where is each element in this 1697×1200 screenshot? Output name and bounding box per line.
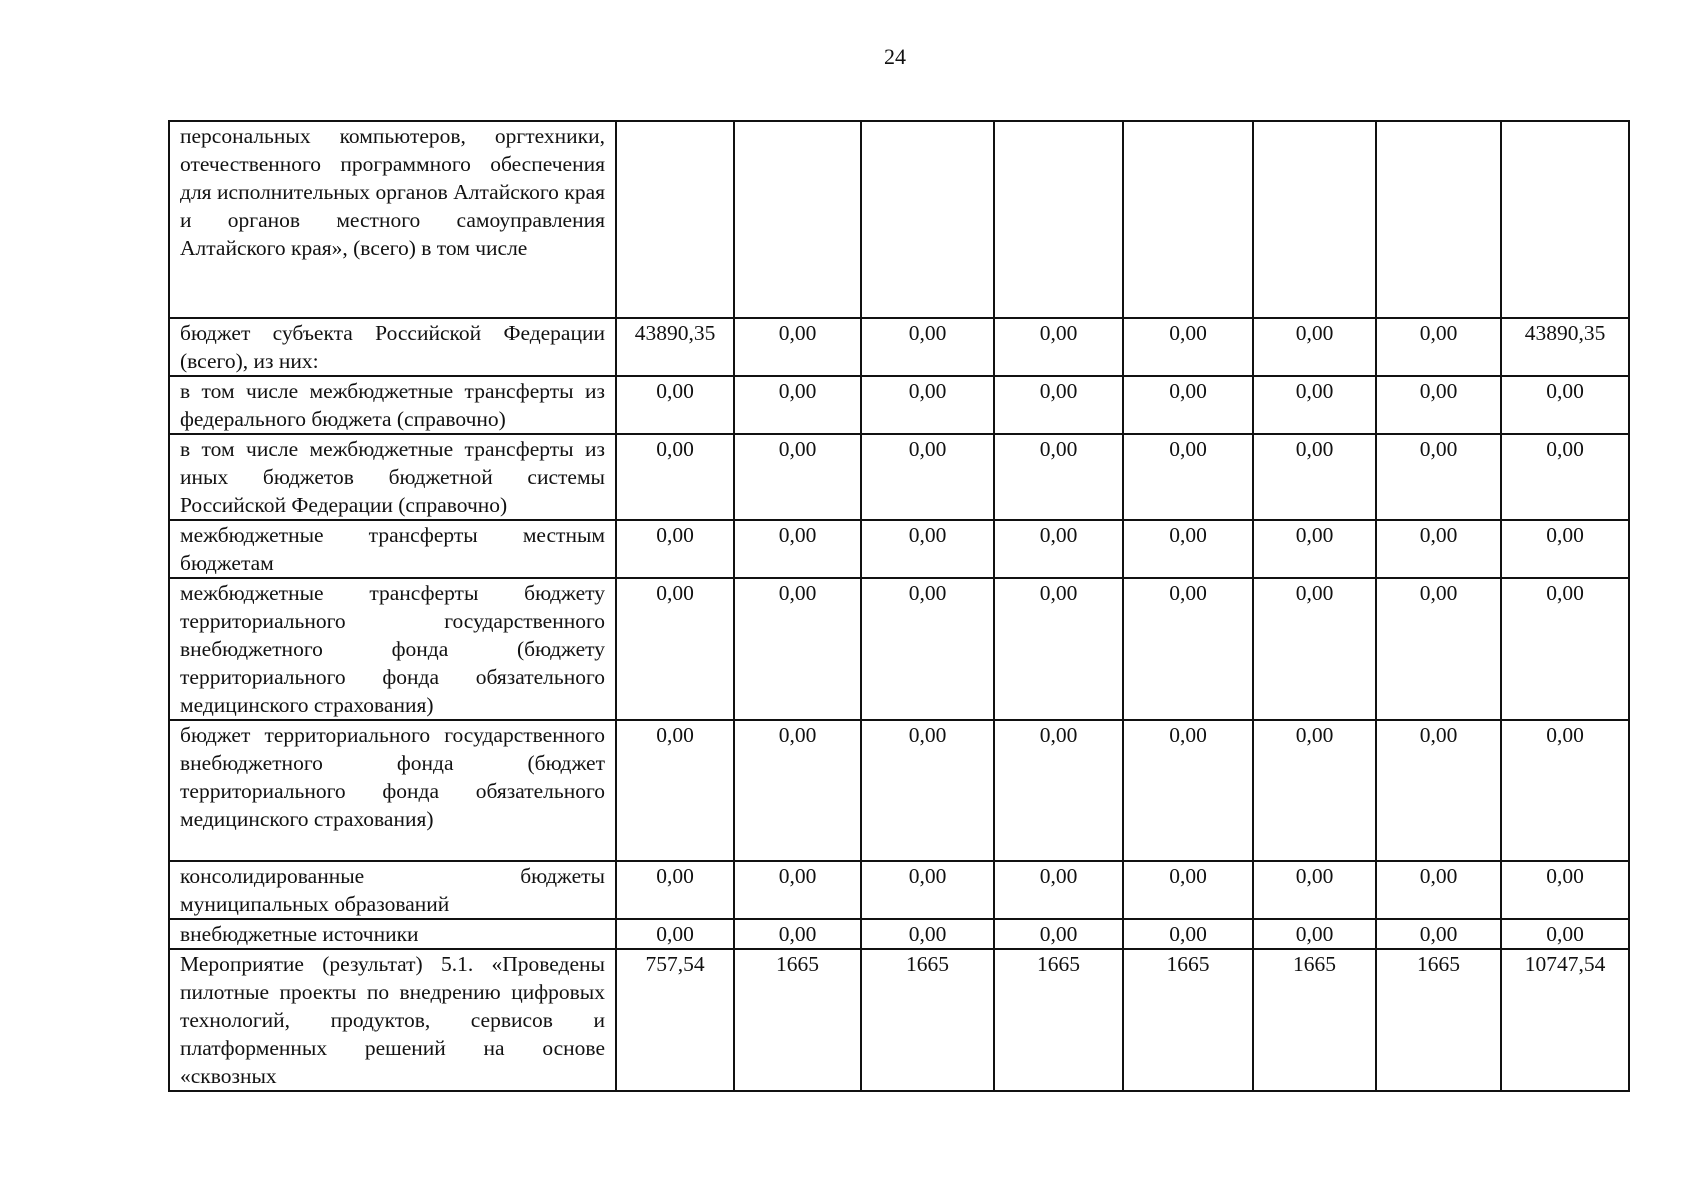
table-body [169,121,1629,1091]
value-cell: 0,00 [861,520,994,578]
value-cell: 0,00 [616,376,734,434]
value-cell: 0,00 [1123,861,1253,919]
value-cell: 0,00 [861,318,994,376]
value-cell: 0,00 [1123,520,1253,578]
value-cell: 1665 [1123,949,1253,1091]
value-cell: 0,00 [1123,318,1253,376]
value-cell: 0,00 [861,376,994,434]
value-cell: 0,00 [994,578,1123,720]
value-cell: 0,00 [1123,578,1253,720]
value-cell: 0,00 [1253,376,1376,434]
value-cell: 0,00 [1253,434,1376,520]
value-cell: 0,00 [1253,861,1376,919]
row-label: межбюджетные трансферты бюджету территориального государственного внебюджетного фонда (бюджету территориального фонда обязательного медицинского страхования) [169,578,616,720]
value-cell: 0,00 [616,434,734,520]
value-cell: 0,00 [734,318,861,376]
value-cell: 0,00 [1123,919,1253,949]
value-cell: 0,00 [734,376,861,434]
value-cell [1376,121,1501,318]
value-cell: 0,00 [734,720,861,861]
value-cell: 43890,35 [616,318,734,376]
value-cell: 43890,35 [1501,318,1629,376]
value-cell: 0,00 [994,376,1123,434]
value-cell: 0,00 [994,861,1123,919]
value-cell: 0,00 [1376,861,1501,919]
value-cell: 0,00 [1376,520,1501,578]
value-cell [616,121,734,318]
value-cell: 0,00 [994,720,1123,861]
value-cell: 1665 [1376,949,1501,1091]
table-row [169,949,1629,1091]
table-row [169,121,1629,318]
value-cell: 0,00 [1376,376,1501,434]
value-cell: 0,00 [1123,376,1253,434]
value-cell: 0,00 [1501,919,1629,949]
value-cell: 0,00 [616,861,734,919]
value-cell: 0,00 [861,434,994,520]
value-cell: 0,00 [1501,720,1629,861]
value-cell: 0,00 [1376,318,1501,376]
table-row [169,578,1629,720]
table-row [169,919,1629,949]
value-cell [734,121,861,318]
value-cell: 0,00 [1376,578,1501,720]
value-cell: 0,00 [1501,578,1629,720]
value-cell: 0,00 [1501,861,1629,919]
value-cell: 0,00 [861,720,994,861]
value-cell: 757,54 [616,949,734,1091]
table-row [169,434,1629,520]
value-cell: 0,00 [1501,520,1629,578]
value-cell: 0,00 [861,919,994,949]
value-cell: 0,00 [1253,318,1376,376]
page-number: 24 [884,44,906,69]
value-cell: 0,00 [1253,720,1376,861]
value-cell: 1665 [734,949,861,1091]
value-cell: 0,00 [734,861,861,919]
budget-table [168,120,1630,1092]
value-cell: 1665 [861,949,994,1091]
value-cell: 0,00 [1253,520,1376,578]
value-cell: 1665 [994,949,1123,1091]
row-label: в том числе межбюджетные трансферты из федерального бюджета (справочно) [169,376,616,434]
row-label: бюджет субъекта Российской Федерации (всего), из них: [169,318,616,376]
value-cell: 10747,54 [1501,949,1629,1091]
value-cell: 0,00 [861,861,994,919]
value-cell: 0,00 [994,318,1123,376]
row-label: в том числе межбюджетные трансферты из иных бюджетов бюджетной системы Российской Федерации (справочно) [169,434,616,520]
value-cell: 0,00 [616,578,734,720]
value-cell: 0,00 [616,520,734,578]
value-cell: 0,00 [1253,919,1376,949]
value-cell: 0,00 [1123,720,1253,861]
value-cell: 0,00 [1376,919,1501,949]
value-cell: 0,00 [734,919,861,949]
table-row [169,376,1629,434]
value-cell: 0,00 [734,520,861,578]
value-cell: 0,00 [1253,578,1376,720]
table-row [169,720,1629,861]
row-label: внебюджетные источники [169,919,616,949]
value-cell: 0,00 [994,520,1123,578]
value-cell: 0,00 [734,434,861,520]
row-label: консолидированные бюджеты муниципальных образований [169,861,616,919]
value-cell: 0,00 [616,919,734,949]
value-cell [1501,121,1629,318]
value-cell: 0,00 [616,720,734,861]
row-label: Мероприятие (результат) 5.1. «Проведены пилотные проекты по внедрению цифровых технологий, продуктов, сервисов и платформенных решений на основе «сквозных [169,949,616,1091]
value-cell [994,121,1123,318]
table-row [169,318,1629,376]
table-row [169,861,1629,919]
row-label: бюджет территориального государственного внебюджетного фонда (бюджет территориального фонда обязательного медицинского страхования) [169,720,616,861]
value-cell: 0,00 [1376,720,1501,861]
row-label: персональных компьютеров, оргтехники, отечественного программного обеспечения для исполнительных органов Алтайского края и органов местного самоуправления Алтайского края», (всего) в том числе [169,121,616,318]
table-row [169,520,1629,578]
value-cell: 0,00 [994,434,1123,520]
value-cell: 0,00 [734,578,861,720]
value-cell: 0,00 [861,578,994,720]
value-cell: 1665 [1253,949,1376,1091]
value-cell: 0,00 [1123,434,1253,520]
value-cell: 0,00 [994,919,1123,949]
value-cell [861,121,994,318]
value-cell [1253,121,1376,318]
value-cell: 0,00 [1501,434,1629,520]
value-cell: 0,00 [1376,434,1501,520]
value-cell: 0,00 [1501,376,1629,434]
row-label: межбюджетные трансферты местным бюджетам [169,520,616,578]
value-cell [1123,121,1253,318]
